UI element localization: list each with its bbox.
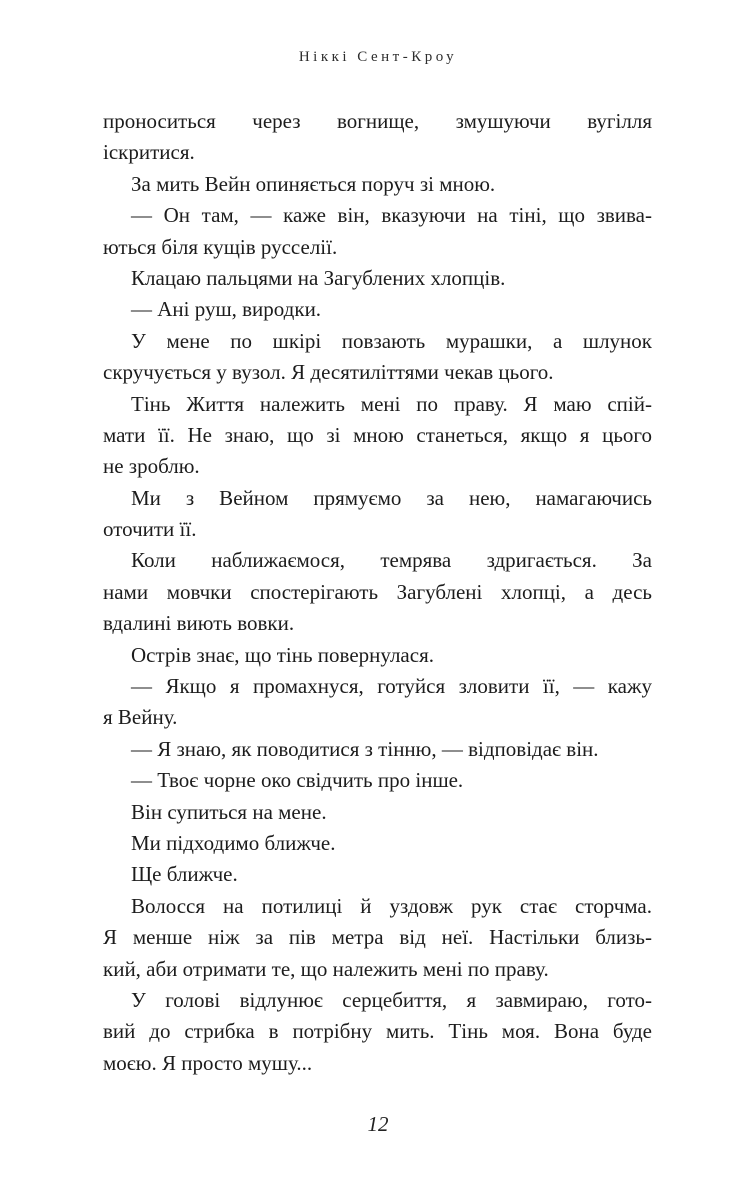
text-line: оточити її. <box>103 517 197 542</box>
text-line: У голові відлунює серцебиття, я завмираю, гото- <box>131 987 652 1012</box>
text-line: Клацаю пальцями на Загублених хлопців. <box>131 265 506 290</box>
text-line: Він супиться на мене. <box>131 799 327 824</box>
text-line: іскритися. <box>103 140 195 165</box>
text-line: скручується у вузол. Я десятиліттями чекав цього. <box>103 360 554 385</box>
text-line: вдалині виють вовки. <box>103 611 295 636</box>
text-line: Ми підходимо ближче. <box>131 830 336 855</box>
text-line: Я менше ніж за пів метра від неї. Настільки близь- <box>103 925 652 950</box>
text-line: я Вейну. <box>103 705 178 730</box>
text-line: вий до стрибка в потрібну мить. Тінь моя. Вона буде <box>103 1019 652 1044</box>
text-line: ються біля кущів русселії. <box>103 234 338 259</box>
text-line: моєю. Я просто мушу... <box>103 1050 313 1075</box>
text-line: — Твоє чорне око свідчить про інше. <box>131 768 464 793</box>
text-line: Ми з Вейном прямуємо за нею, намагаючись <box>131 485 652 510</box>
text-line: проноситься через вогнище, змушуючи вугілля <box>103 109 652 133</box>
text-line: нами мовчки спостерігають Загублені хлопці, а десь <box>103 579 652 604</box>
text-line: — Я знаю, як поводитися з тінню, — відповідає він. <box>131 736 599 761</box>
text-line: Коли наближаємося, темрява здригається. За <box>131 548 652 573</box>
text-line: За мить Вейн опиняється поруч зі мною. <box>131 171 496 196</box>
text-line: Тінь Життя належить мені по праву. Я маю спій- <box>131 391 652 416</box>
text-line: мати її. Не знаю, що зі мною станеться, якщо я цього <box>103 422 652 447</box>
text-line: — Он там, — каже він, вказуючи на тіні, що звива- <box>131 203 652 228</box>
text-line: кий, аби отримати те, що належить мені по праву. <box>103 956 549 981</box>
text-line: — Якщо я промахнуся, готуйся зловити її, — кажу <box>131 674 652 699</box>
page-number: 12 <box>367 1112 389 1136</box>
running-header: Ніккі Сент-Кроу <box>298 49 458 65</box>
text-line: У мене по шкірі повзають мурашки, а шлунок <box>131 328 652 353</box>
text-line: Ще ближче. <box>131 862 238 887</box>
text-line: Волосся на потилиці й уздовж рук стає сторчма. <box>131 893 652 918</box>
text-line: не зроблю. <box>103 454 200 479</box>
text-line: — Ані руш, виродки. <box>131 297 322 322</box>
body-text <box>103 106 652 1079</box>
text-line: Острів знає, що тінь повернулася. <box>131 642 434 667</box>
